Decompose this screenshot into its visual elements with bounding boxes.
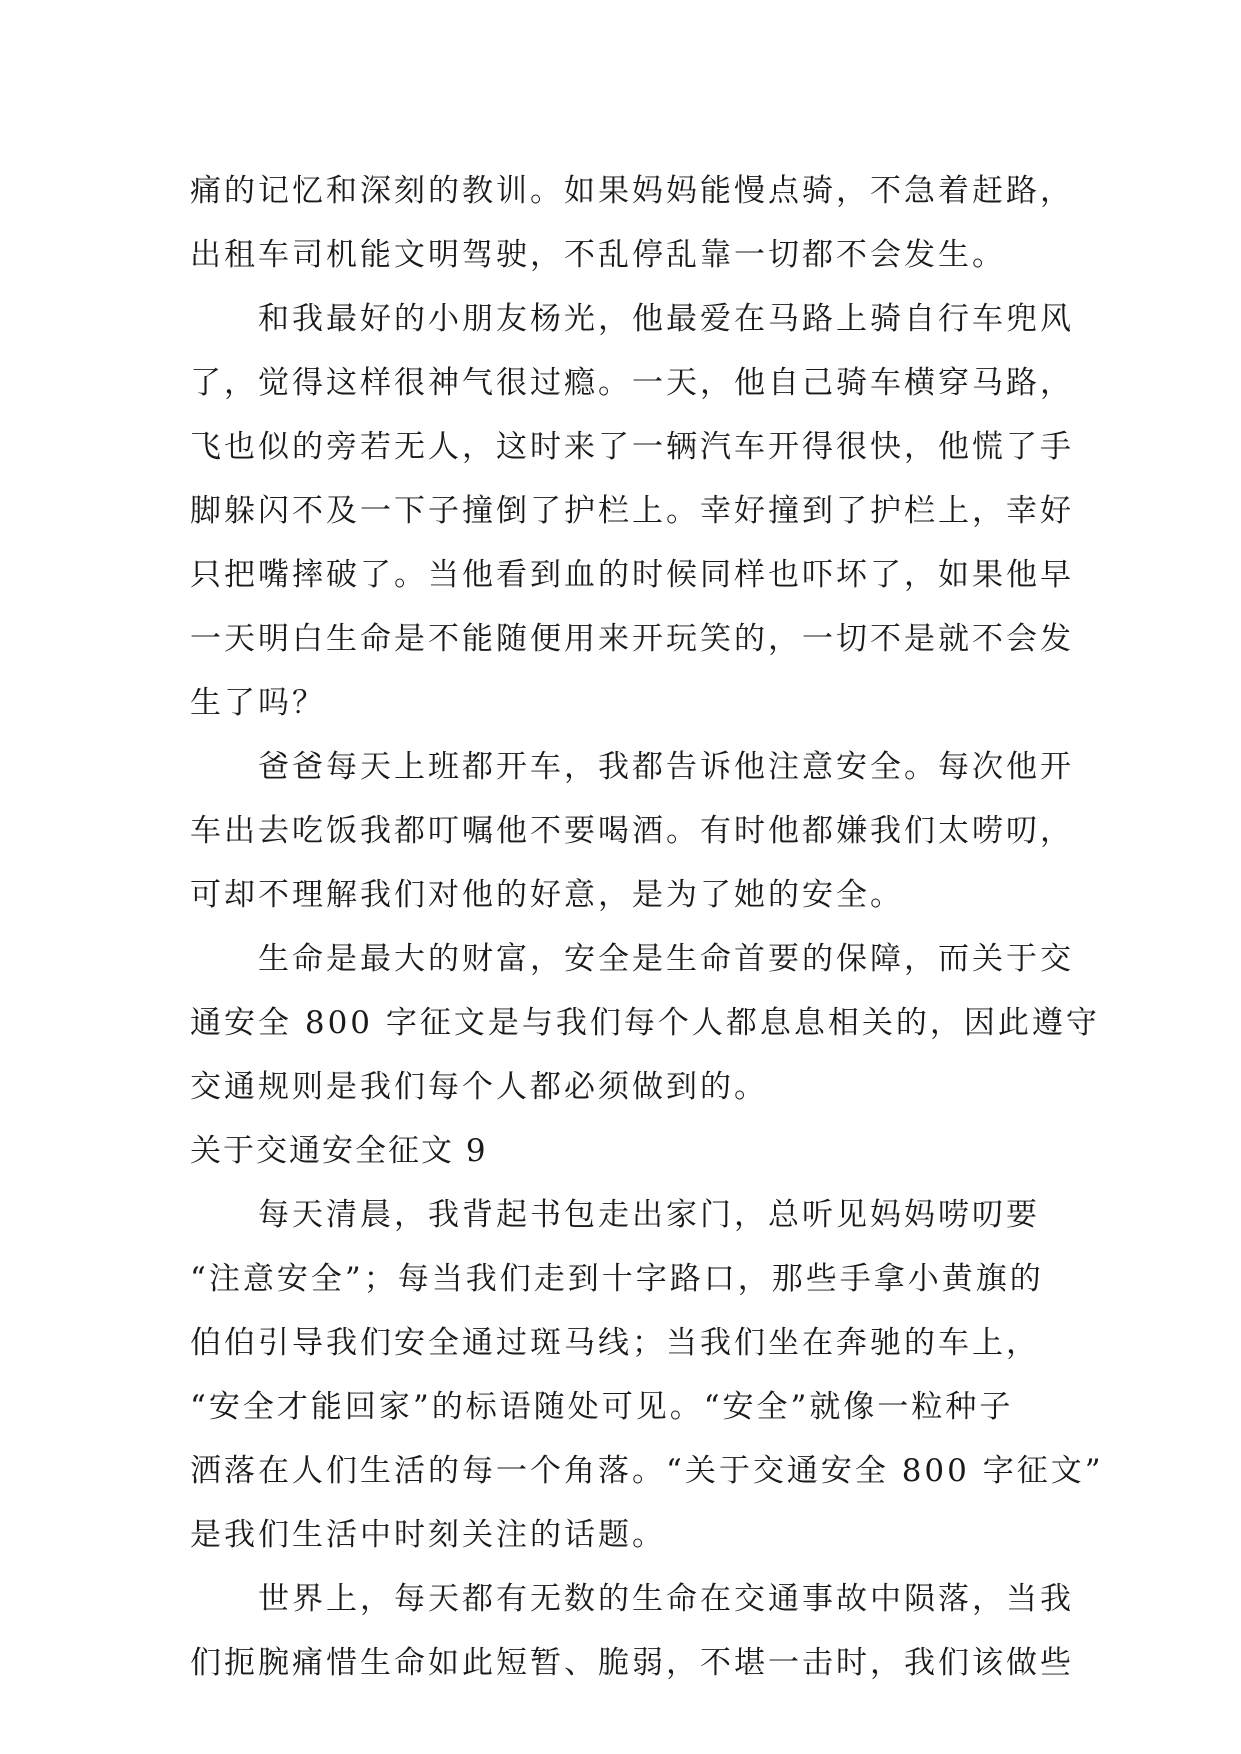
text-line: 洒落在人们生活的每一个角落。“关于交通安全 800 字征文” (190, 1453, 1104, 1489)
paragraph-start-line: 和我最好的小朋友杨光，他最爱在马路上骑自行车兜风 (258, 301, 1074, 337)
text-line: 车出去吃饭我都叮嘱他不要喝酒。有时他都嫌我们太唠叨， (190, 813, 1074, 849)
paragraph-start-line: 每天清晨，我背起书包走出家门，总听见妈妈唠叨要 (258, 1197, 1040, 1233)
text-line: 交通规则是我们每个人都必须做到的。 (190, 1069, 768, 1105)
text-line: 脚躲闪不及一下子撞倒了护栏上。幸好撞到了护栏上，幸好 (190, 493, 1074, 529)
document-page (190, 159, 1104, 1695)
text-line: 痛的记忆和深刻的教训。如果妈妈能慢点骑，不急着赶路， (190, 173, 1074, 209)
paragraph-start-line: 世界上，每天都有无数的生命在交通事故中陨落，当我 (258, 1581, 1074, 1617)
text-line: “安全才能回家”的标语随处可见。“安全”就像一粒种子 (190, 1389, 1014, 1425)
text-line: 飞也似的旁若无人，这时来了一辆汽车开得很快，他慌了手 (190, 429, 1074, 465)
text-line: 了，觉得这样很神气很过瘾。一天，他自己骑车横穿马路， (190, 365, 1074, 401)
text-line: 伯伯引导我们安全通过斑马线；当我们坐在奔驰的车上， (190, 1325, 1040, 1361)
section-heading: 关于交通安全征文 9 (190, 1133, 488, 1169)
text-line: 是我们生活中时刻关注的话题。 (190, 1517, 666, 1553)
paragraph-start-line: 生命是最大的财富，安全是生命首要的保障，而关于交 (258, 941, 1074, 977)
text-line: 们扼腕痛惜生命如此短暂、脆弱，不堪一击时，我们该做些 (190, 1645, 1074, 1681)
paragraph-start-line: 爸爸每天上班都开车，我都告诉他注意安全。每次他开 (258, 749, 1074, 785)
text-line: 一天明白生命是不能随便用来开玩笑的，一切不是就不会发 (190, 621, 1074, 657)
text-line: 生了吗？ (190, 685, 326, 721)
text-line: “注意安全”；每当我们走到十字路口，那些手拿小黄旗的 (190, 1261, 1044, 1297)
text-line: 只把嘴摔破了。当他看到血的时候同样也吓坏了，如果他早 (190, 557, 1074, 593)
text-line: 可却不理解我们对他的好意，是为了她的安全。 (190, 877, 904, 913)
text-line: 通安全 800 字征文是与我们每个人都息息相关的，因此遵守 (190, 1005, 1100, 1041)
text-line: 出租车司机能文明驾驶，不乱停乱靠一切都不会发生。 (190, 237, 1006, 273)
